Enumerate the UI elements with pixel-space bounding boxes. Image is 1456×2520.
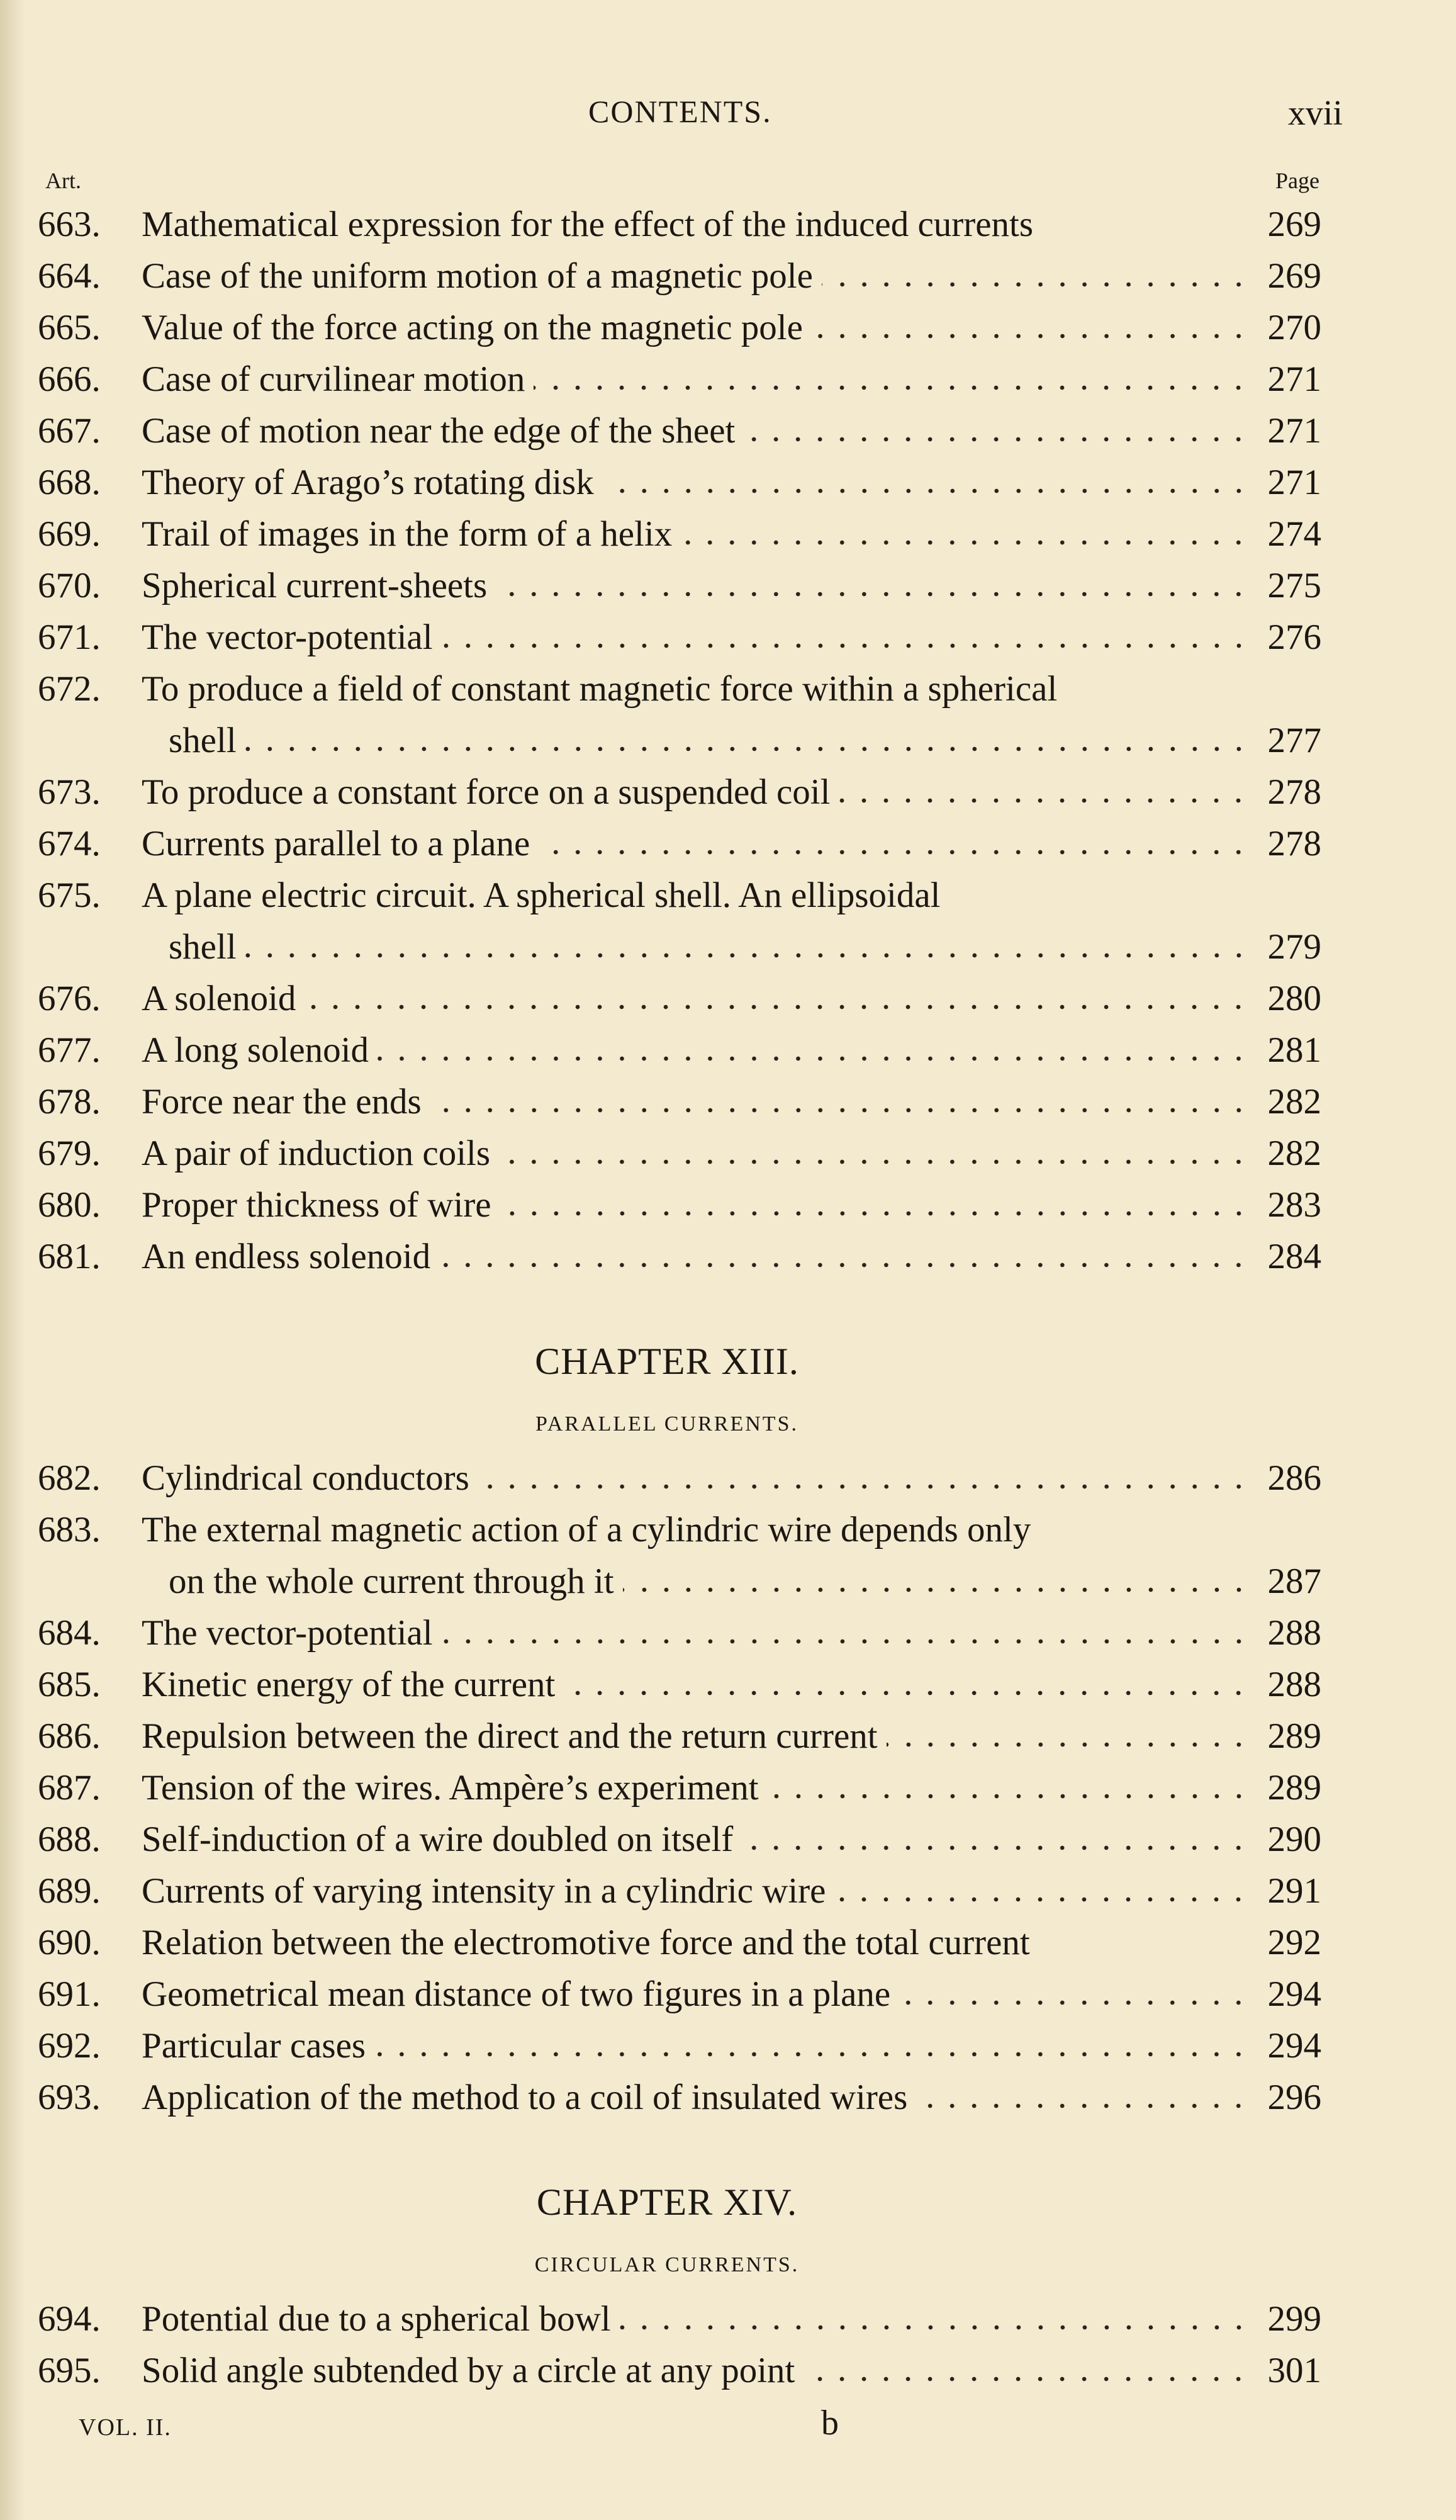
dot-leader (812, 330, 1250, 342)
toc-entry (38, 2345, 1321, 2397)
dot-leader (442, 1635, 1250, 1648)
dot-leader (439, 1259, 1250, 1271)
page-number: 289 (1267, 1716, 1321, 1756)
dot-leader (887, 1738, 1250, 1751)
dot-leader (681, 536, 1250, 549)
article-number: 664. (38, 256, 101, 296)
toc-entry-continuation (38, 715, 1321, 767)
page-number: 270 (1267, 308, 1321, 347)
page-number: 271 (1267, 411, 1321, 451)
page-number: 271 (1267, 359, 1321, 399)
page-number: 269 (1267, 256, 1321, 296)
dot-leader (305, 1001, 1250, 1013)
signature-mark: b (821, 2404, 839, 2443)
page-number: 301 (1267, 2351, 1321, 2390)
toc-entry (38, 302, 1321, 354)
dot-leader (496, 588, 1250, 600)
entry-title-continuation: shell (169, 721, 237, 760)
article-number: 668. (38, 463, 101, 502)
toc-entry (38, 354, 1321, 405)
dot-leader (834, 1893, 1250, 1906)
chapter-heading: CHAPTER XIV. (536, 2181, 798, 2223)
article-number: 695. (38, 2351, 101, 2390)
volume-label: VOL. II. (79, 2414, 172, 2441)
entry-title: A plane electric circuit. A spherical shell. An ellipsoidal (142, 875, 941, 915)
entry-title: Tension of the wires. Ampère’s experiment (142, 1768, 759, 1808)
article-number: 685. (38, 1665, 101, 1704)
page-number: 288 (1267, 1613, 1321, 1653)
toc-entry (38, 560, 1321, 612)
dot-leader (245, 949, 1250, 962)
dot-leader (839, 794, 1250, 807)
toc-entry (38, 1969, 1321, 2020)
toc-entry (38, 1128, 1321, 1179)
dot-leader (623, 1583, 1250, 1596)
entry-title: Self-induction of a wire doubled on itself (142, 1820, 734, 1859)
toc-entry (38, 2293, 1321, 2345)
page-number: 274 (1267, 514, 1321, 554)
page-number: 282 (1267, 1133, 1321, 1173)
toc-entry (38, 1231, 1321, 1283)
page-number: 276 (1267, 617, 1321, 657)
article-number: 679. (38, 1133, 101, 1173)
toc-entry (38, 1917, 1321, 1969)
dot-leader (620, 2321, 1250, 2334)
article-number: 665. (38, 308, 101, 347)
toc-entry (38, 1607, 1321, 1659)
dot-leader (822, 278, 1250, 291)
page-number: 287 (1267, 1561, 1321, 1601)
article-number: 687. (38, 1768, 101, 1808)
toc-entry (38, 1659, 1321, 1711)
toc-entry-continuation (38, 1556, 1321, 1607)
article-number: 669. (38, 514, 101, 554)
toc-entry (38, 1504, 1321, 1556)
dot-leader (916, 2100, 1250, 2112)
article-number: 670. (38, 566, 101, 605)
dot-leader (378, 1052, 1250, 1065)
page-number: 275 (1267, 566, 1321, 605)
chapter-subtitle: CIRCULAR CURRENTS. (534, 2253, 800, 2276)
page-number: 279 (1267, 927, 1321, 967)
entry-title: Currents of varying intensity in a cylindric wire (142, 1871, 826, 1911)
page-number: 269 (1267, 205, 1321, 244)
page-number: 299 (1267, 2299, 1321, 2339)
chapter-subtitle: PARALLEL CURRENTS. (535, 1412, 798, 1436)
dot-leader (534, 381, 1250, 394)
entry-title: Value of the force acting on the magnetic pole (142, 308, 803, 347)
entry-title: A pair of induction coils (142, 1133, 491, 1173)
toc-entry (38, 1025, 1321, 1076)
article-number: 689. (38, 1871, 101, 1911)
art-column-label: Art. (45, 168, 81, 193)
toc-entry (38, 1076, 1321, 1128)
dot-leader (442, 639, 1250, 652)
article-number: 672. (38, 669, 101, 709)
entry-title: Force near the ends (142, 1082, 422, 1122)
page-number: 290 (1267, 1820, 1321, 1859)
table-of-contents (38, 199, 1321, 2397)
dot-leader (478, 1480, 1250, 1493)
page-number: 278 (1267, 772, 1321, 812)
page-number: 288 (1267, 1665, 1321, 1704)
entry-title: Relation between the electromotive force and the total current (142, 1923, 1030, 1962)
toc-entry (38, 405, 1321, 457)
toc-entry (38, 1865, 1321, 1917)
entry-title: Repulsion between the direct and the return current (142, 1716, 878, 1756)
article-number: 691. (38, 1974, 101, 2014)
entry-title: Case of curvilinear motion (142, 359, 525, 399)
entry-title: The external magnetic action of a cylindric wire depends only (142, 1510, 1031, 1550)
entry-title: Particular cases (142, 2026, 366, 2066)
dot-leader (499, 1156, 1250, 1168)
article-number: 692. (38, 2026, 101, 2066)
dot-leader (245, 743, 1250, 755)
page-folio: xvii (1287, 94, 1343, 133)
toc-entry (38, 1711, 1321, 1762)
entry-title: Solid angle subtended by a circle at any point (142, 2351, 795, 2390)
article-number: 682. (38, 1458, 101, 1498)
toc-entry (38, 457, 1321, 509)
toc-entry (38, 818, 1321, 870)
article-number: 674. (38, 824, 101, 863)
article-number: 688. (38, 1820, 101, 1859)
page-number: 289 (1267, 1768, 1321, 1808)
chapter-heading: CHAPTER XIII. (535, 1341, 799, 1382)
page-number: 291 (1267, 1871, 1321, 1911)
toc-entry (38, 663, 1321, 715)
article-number: 686. (38, 1716, 101, 1756)
dot-leader (603, 485, 1250, 497)
entry-title: Kinetic energy of the current (142, 1665, 556, 1704)
page-edge-shadow (0, 0, 25, 2520)
entry-title-continuation: shell (169, 927, 237, 967)
article-number: 666. (38, 359, 101, 399)
entry-title: Trail of images in the form of a helix (142, 514, 673, 554)
entry-title: A long solenoid (142, 1030, 369, 1070)
dot-leader (744, 433, 1250, 446)
entry-title: Case of motion near the edge of the sheet (142, 411, 736, 451)
article-number: 694. (38, 2299, 101, 2339)
page-number: 280 (1267, 979, 1321, 1018)
entry-title: Potential due to a spherical bowl (142, 2299, 611, 2339)
entry-title: The vector-potential (142, 1613, 433, 1653)
toc-entry (38, 2072, 1321, 2123)
entry-title: The vector-potential (142, 617, 433, 657)
entry-title: An endless solenoid (142, 1237, 431, 1276)
page-number: 271 (1267, 463, 1321, 502)
article-number: 684. (38, 1613, 101, 1653)
page-number: 294 (1267, 1974, 1321, 2014)
article-number: 667. (38, 411, 101, 451)
article-number: 671. (38, 617, 101, 657)
entry-title: A solenoid (142, 979, 296, 1018)
page-number: 292 (1267, 1923, 1321, 1962)
page-number: 281 (1267, 1030, 1321, 1070)
article-number: 681. (38, 1237, 101, 1276)
entry-title: Spherical current-sheets (142, 566, 488, 605)
article-number: 683. (38, 1510, 101, 1550)
toc-entry (38, 612, 1321, 663)
dot-leader (500, 1207, 1250, 1220)
toc-entry (38, 250, 1321, 302)
toc-entry (38, 1179, 1321, 1231)
page-number: 296 (1267, 2078, 1321, 2117)
toc-entry (38, 2020, 1321, 2072)
page-number: 286 (1267, 1458, 1321, 1498)
dot-leader (804, 2373, 1250, 2385)
toc-entry (38, 1762, 1321, 1814)
article-number: 663. (38, 205, 101, 244)
entry-title: To produce a field of constant magnetic force within a spherical (142, 669, 1058, 709)
dot-leader (768, 1790, 1250, 1803)
article-number: 678. (38, 1082, 101, 1122)
dot-leader (374, 2048, 1250, 2061)
toc-entry (38, 870, 1321, 921)
dot-leader (564, 1687, 1250, 1699)
page-column-label: Page (1275, 168, 1319, 193)
toc-entry-continuation (38, 921, 1321, 973)
running-title: CONTENTS. (588, 94, 772, 129)
entry-title: Case of the uniform motion of a magnetic pole (142, 256, 813, 296)
toc-entry (38, 509, 1321, 560)
entry-title: Mathematical expression for the effect of the induced currents (142, 205, 1034, 244)
entry-title: Geometrical mean distance of two figures in a plane (142, 1974, 891, 2014)
toc-entry (38, 973, 1321, 1025)
page-number: 282 (1267, 1082, 1321, 1122)
entry-title-continuation: on the whole current through it (169, 1561, 614, 1601)
dot-leader (899, 1996, 1250, 2009)
entry-title: Cylindrical conductors (142, 1458, 469, 1498)
column-headers (45, 167, 1319, 194)
entry-title: Proper thickness of wire (142, 1185, 491, 1225)
article-number: 673. (38, 772, 101, 812)
article-number: 675. (38, 875, 101, 915)
page-number: 294 (1267, 2026, 1321, 2066)
toc-entry (38, 1814, 1321, 1865)
dot-leader (539, 846, 1250, 858)
article-number: 690. (38, 1923, 101, 1962)
page-number: 283 (1267, 1185, 1321, 1225)
toc-entry (38, 199, 1321, 250)
article-number: 676. (38, 979, 101, 1018)
article-number: 677. (38, 1030, 101, 1070)
entry-title: Application of the method to a coil of insulated wires (142, 2078, 908, 2117)
entry-title: Currents parallel to a plane (142, 824, 530, 863)
running-header (0, 93, 1456, 143)
dot-leader (430, 1104, 1250, 1117)
toc-entry (38, 1453, 1321, 1504)
article-number: 680. (38, 1185, 101, 1225)
page-number: 277 (1267, 721, 1321, 760)
page-number: 278 (1267, 824, 1321, 863)
dot-leader (742, 1842, 1250, 1854)
page-number: 284 (1267, 1237, 1321, 1276)
entry-title: To produce a constant force on a suspended coil (142, 772, 831, 812)
toc-entry (38, 767, 1321, 818)
entry-title: Theory of Arago’s rotating disk (142, 463, 594, 502)
article-number: 693. (38, 2078, 101, 2117)
